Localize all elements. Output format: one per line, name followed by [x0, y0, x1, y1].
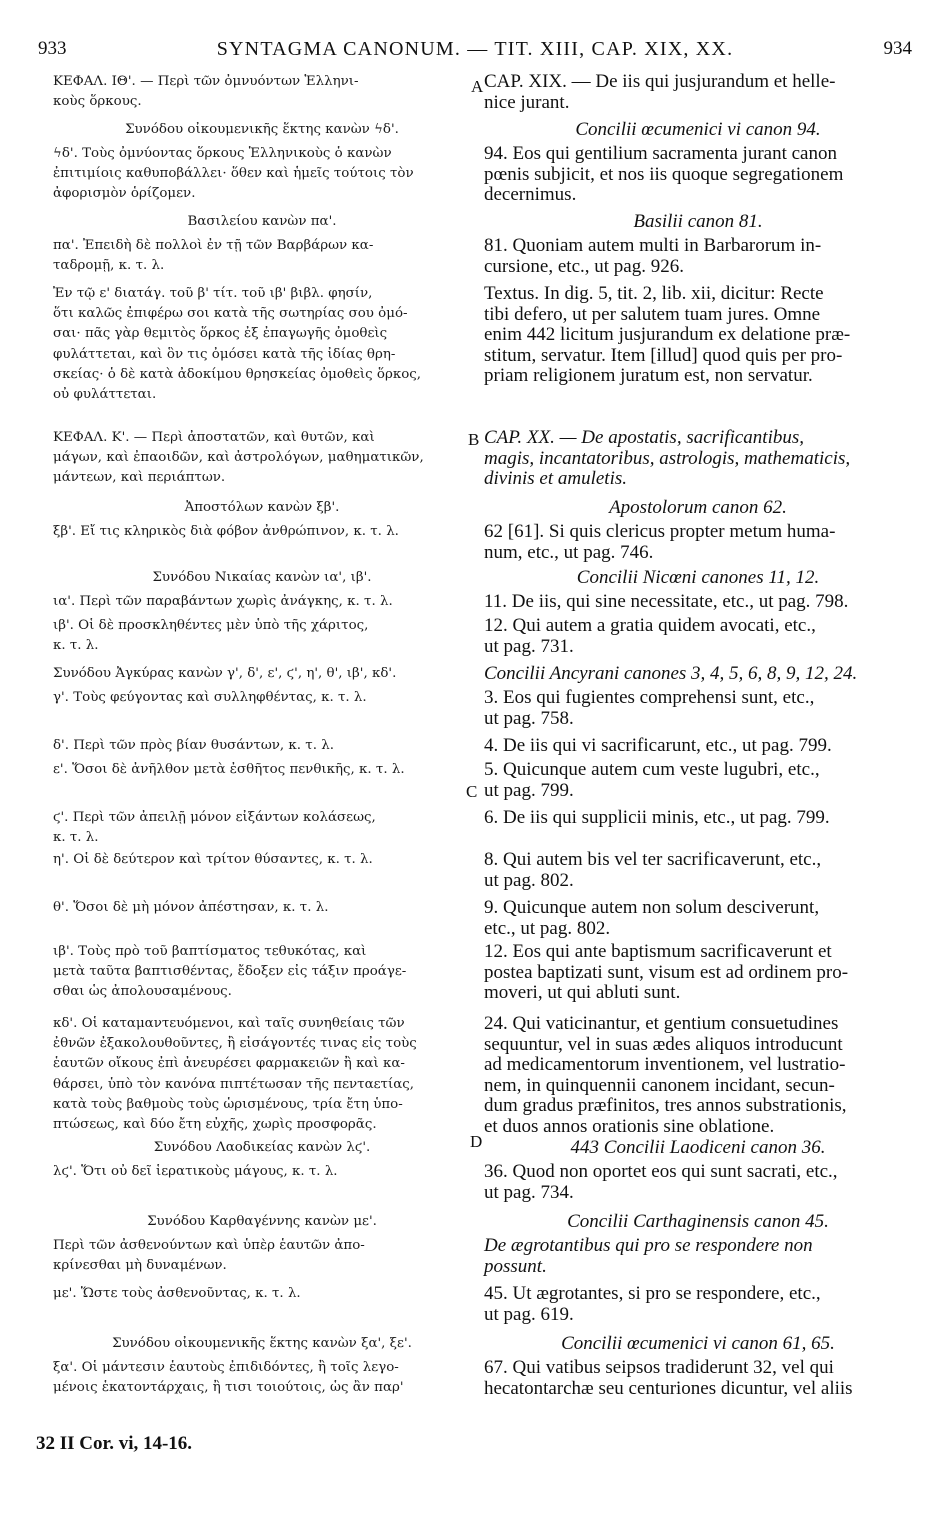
latin-paragraph: 94. Eos qui gentilium sacramenta jurant canon pœnis subjicit, et nos iis quoque segregationem decernimus.	[484, 143, 844, 206]
greek-paragraph: η'. Οἱ δὲ δεύτερον καὶ τρίτον θύσαντες, κ. τ. λ.	[53, 852, 373, 867]
latin-paragraph: 5. Quicunque autem cum veste lugubri, etc., ut pag. 799.	[484, 759, 820, 801]
latin-heading: Concilii Nicœni canones 11, 12.	[576, 567, 820, 588]
left-page-number: 933	[38, 38, 67, 59]
greek-paragraph: ξα'. Οἱ μάντεσιν ἑαυτοὺς ἐπιδιδόντες, ἢ τοῖς λεγο- μένοις ἑκατοντάρχαις, ἢ τισι τοιούτοις, ὡς ἂν παρ'	[53, 1360, 404, 1396]
latin-paragraph: 81. Quoniam autem multi in Barbarorum in- cursione, etc., ut pag. 926.	[484, 235, 822, 277]
latin-paragraph: 8. Qui autem bis vel ter sacrificaverunt, etc., ut pag. 802.	[484, 849, 822, 891]
latin-paragraph: CAP. XX. — De apostatis, sacrificantibus, magis, incantatoribus, astrologis, mathematicis, divinis et amuletis.	[484, 427, 851, 490]
greek-paragraph: κδ'. Οἱ καταμαντευόμενοι, καὶ ταῖς συνηθείαις τῶν ἐθνῶν ἐξακολουθοῦντες, ἢ εἰσάγοντές τινας εἰς τοὺς ἑαυτῶν οἴκους ἐπὶ ἀνευρέσει φαρμακειῶν ἢ καὶ κα- θάρσει, ὑπὸ τὸν κανόνα πιπτέτωσαν τῆς πενταετίας, κατὰ τοὺς βαθμοὺς τοὺς ὡρισμένους, τρία ἔτη ὑπο- πτώσεως, καὶ δύο ἔτη εὐχῆς, χωρὶς προσφορᾶς.	[53, 1016, 417, 1133]
latin-heading: 443 Concilii Laodiceni canon 36.	[570, 1137, 826, 1158]
greek-paragraph: ξβ'. Εἴ τις κληρικὸς διὰ φόβον ἀνθρώπινον, κ. τ. λ.	[53, 524, 399, 539]
latin-paragraph: 12. Eos qui ante baptismum sacrificaverunt et postea baptizati sunt, visum est ad ordinem pro- moveri, ut qui abluti sunt.	[484, 941, 849, 1004]
footnote: 32 II Cor. vi, 14-16.	[36, 1433, 193, 1454]
greek-paragraph: ιβ'. Τοὺς πρὸ τοῦ βαπτίσματος τεθυκότας, καὶ μετὰ ταῦτα βαπτισθέντας, ἔδοξεν εἰς τάξιν προάγε- σθαι ὡς ἀπολουσαμένους.	[53, 944, 407, 1000]
latin-paragraph: 62 [61]. Si quis clericus propter metum huma- num, etc., ut pag. 746.	[484, 521, 836, 563]
latin-heading: Concilii œcumenici vi canon 61, 65.	[561, 1333, 835, 1354]
latin-paragraph: 45. Ut ægrotantes, si pro se respondere, etc., ut pag. 619.	[484, 1283, 821, 1325]
greek-paragraph: θ'. Ὅσοι δὲ μὴ μόνον ἀπέστησαν, κ. τ. λ.	[53, 900, 329, 915]
latin-paragraph: 3. Eos qui fugientes comprehensi sunt, etc., ut pag. 758.	[484, 687, 815, 729]
greek-paragraph: με'. Ὥστε τοὺς ἀσθενοῦντας, κ. τ. λ.	[53, 1286, 301, 1301]
greek-heading: Ἀποστόλων κανὼν ξβ'.	[184, 500, 340, 515]
greek-heading: Συνόδου Λαοδικείας κανὼν λϛ'.	[153, 1140, 371, 1155]
page-header	[38, 38, 912, 68]
latin-paragraph: De ægrotantibus qui pro se respondere non possunt.	[484, 1235, 813, 1277]
latin-heading: Apostolorum canon 62.	[609, 497, 787, 518]
latin-heading: Concilii œcumenici vi canon 94.	[575, 119, 821, 140]
latin-paragraph: 6. De iis qui supplicii minis, etc., ut pag. 799.	[484, 807, 830, 828]
latin-heading: Concilii Carthaginensis canon 45.	[567, 1211, 829, 1232]
latin-heading: Concilii Ancyrani canones 3, 4, 5, 6, 8, 9, 12, 24.	[484, 663, 858, 684]
greek-paragraph: λϛ'. Ὅτι οὐ δεῖ ἱερατικοὺς μάγους, κ. τ. λ.	[53, 1164, 338, 1179]
greek-paragraph: Ἐν τῷ ε' διατάγ. τοῦ β' τίτ. τοῦ ιβ' βιβλ. φησίν, ὅτι καλῶς ἐπιφέρω σοι κατὰ τῆς σωτηρίας σου ὀμό- σαι· πᾶς γὰρ θεμιτὸς ὅρκος ἐξ ἐπαγωγῆς ὀμοθεὶς φυλάττεται, καὶ ὃν τις ὀμόσει κατὰ τῆς ἰδίας θρη- σκείας· ὁ δὲ κατὰ ἀδοκίμου θρησκείας ὀμοθεὶς ὅρκος, οὐ φυλάττεται.	[53, 286, 422, 403]
greek-paragraph: ε'. Ὅσοι δὲ ἀνῆλθον μετὰ ἐσθῆτος πενθικῆς, κ. τ. λ.	[53, 762, 405, 777]
latin-paragraph: 24. Qui vaticinantur, et gentium consuetudines sequuntur, vel in suas ædes aliquos introducunt ad medicamentorum inventionem, vel lustratio- nem, in quinquennii canonem incidant, secun- dum gradus præfinitos, tres annos substrationis, et duos annos orationis sine oblatione.	[484, 1013, 847, 1137]
greek-heading: Συνόδου Καρθαγέννης κανὼν με'.	[147, 1214, 377, 1229]
margin-letter-c: C	[466, 782, 478, 801]
greek-paragraph: γ'. Τοὺς φεύγοντας καὶ συλληφθέντας, κ. τ. λ.	[53, 690, 367, 705]
greek-paragraph: ιβ'. Οἱ δὲ προσκληθέντες μὲν ὑπὸ τῆς χάριτος, κ. τ. λ.	[53, 618, 369, 654]
greek-heading: Συνόδου οἰκουμενικῆς ἕκτης κανὼν ξα', ξε'.	[112, 1336, 412, 1351]
greek-paragraph: ϛ'. Περὶ τῶν ἀπειλῇ μόνον εἰξάντων κολάσεως, κ. τ. λ.	[53, 810, 376, 846]
greek-paragraph: Περὶ τῶν ἀσθενούντων καὶ ὑπὲρ ἑαυτῶν ἀπο- κρίνεσθαι μὴ δυναμένων.	[53, 1238, 365, 1274]
running-title: SYNTAGMA CANONUM. — TIT. XIII, CAP. XIX, XX.	[216, 38, 734, 60]
latin-paragraph: 12. Qui autem a gratia quidem avocati, etc., ut pag. 731.	[484, 615, 816, 657]
latin-paragraph: 11. De iis, qui sine necessitate, etc., ut pag. 798.	[484, 591, 849, 612]
greek-heading: Συνόδου Ἀγκύρας κανὼν γ', δ', ε', ϛ', η', θ', ιβ', κδ'.	[53, 666, 397, 681]
latin-paragraph: 4. De iis qui vi sacrificarunt, etc., ut pag. 799.	[484, 735, 832, 756]
latin-heading: Basilii canon 81.	[633, 211, 763, 232]
greek-heading: Συνόδου Νικαίας κανὼν ια', ιβ'.	[152, 570, 372, 585]
margin-letter-a: A	[471, 77, 484, 96]
margin-letter-d: D	[470, 1132, 483, 1151]
greek-paragraph: ια'. Περὶ τῶν παραβάντων χωρὶς ἀνάγκης, κ. τ. λ.	[53, 594, 393, 609]
greek-paragraph: ϟδ'. Τοὺς ὀμνύοντας ὅρκους Ἑλληνικοὺς ὁ κανὼν ἐπιτιμίοις καθυποβάλλει· ὅθεν καὶ ἡμεῖς τούτοις τὸν ἀφορισμὸν ὁρίζομεν.	[53, 146, 414, 202]
margin-letter-b: B	[468, 430, 480, 449]
right-page-number: 934	[883, 38, 912, 59]
greek-paragraph: ΚΕΦΑΛ. ΙΘ'. — Περὶ τῶν ὀμνυόντων Ἑλληνι- κοὺς ὅρκους.	[53, 74, 359, 110]
greek-heading: Βασιλείου κανὼν πα'.	[187, 214, 337, 229]
latin-paragraph: CAP. XIX. — De iis qui jusjurandum et helle- nice jurant.	[484, 71, 836, 113]
greek-paragraph: πα'. Ἐπειδὴ δὲ πολλοὶ ἐν τῇ τῶν Βαρβάρων κα- ταδρομῇ, κ. τ. λ.	[53, 238, 374, 274]
latin-paragraph: Textus. In dig. 5, tit. 2, lib. xii, dicitur: Recte tibi defero, ut per salutem tuam jures. Omne enim 442 licitum jusjurandum ex delatione præ- stitum, servatur. Item [illud] quod quis per pro- priam religionem juratum est, non servatur.	[484, 283, 851, 387]
latin-paragraph: 36. Quod non oportet eos qui sunt sacrati, etc., ut pag. 734.	[484, 1161, 838, 1203]
latin-paragraph: 9. Quicunque autem non solum desciverunt, etc., ut pag. 802.	[484, 897, 820, 939]
greek-paragraph: δ'. Περὶ τῶν πρὸς βίαν θυσάντων, κ. τ. λ.	[53, 738, 334, 753]
latin-paragraph: 67. Qui vatibus seipsos tradiderunt 32, vel qui hecatontarchæ seu centuriones dicuntur, vel aliis	[484, 1357, 853, 1399]
greek-heading: Συνόδου οἰκουμενικῆς ἕκτης κανὼν ϟδ'.	[125, 122, 399, 137]
greek-paragraph: ΚΕΦΑΛ. Κ'. — Περὶ ἀποστατῶν, καὶ θυτῶν, καὶ μάγων, καὶ ἐπαοιδῶν, καὶ ἀστρολόγων, μαθηματικῶν, μάντεων, καὶ περιάπτων.	[53, 430, 424, 486]
